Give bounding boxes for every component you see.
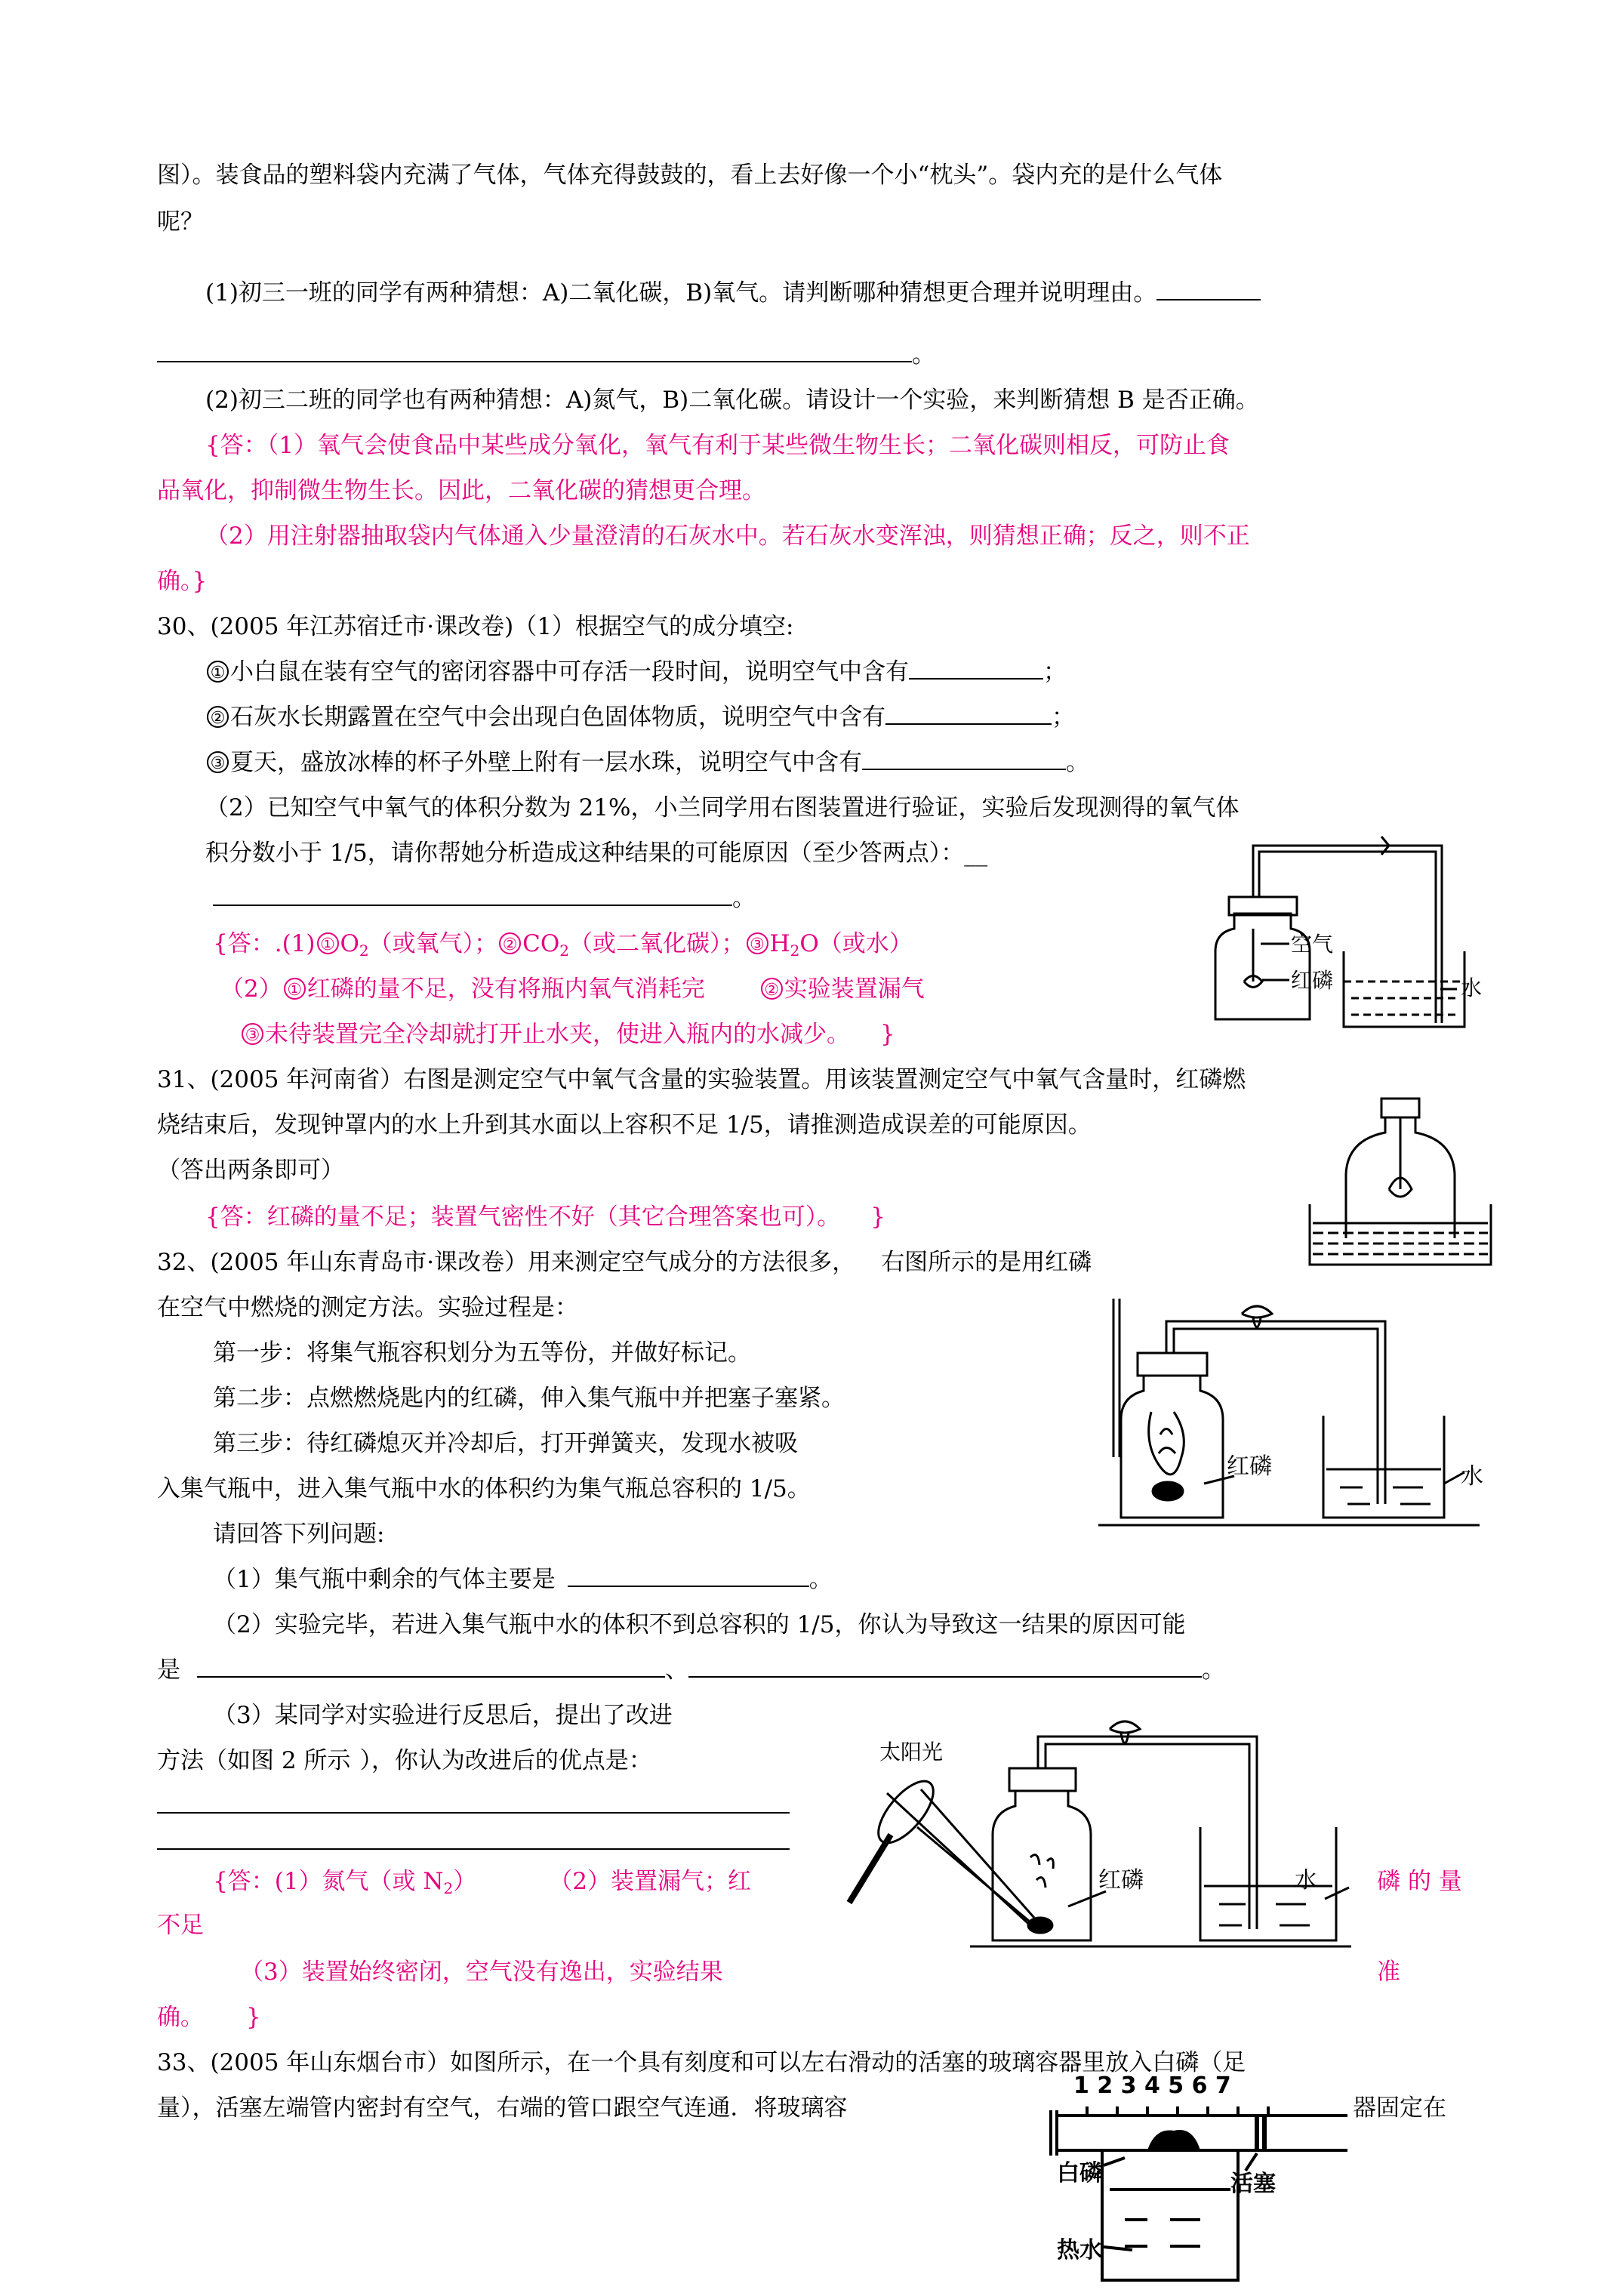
tube-scale: 1 2 3 4 5 6 7 [1073,2073,1231,2099]
answer-text: （2）装置漏气；红 [549,1868,751,1895]
q30-item-2 [205,701,1075,734]
answer-blank [213,882,732,906]
q32-question-1 [213,1563,833,1596]
circled-number: ② [761,978,783,1000]
answer-text: （或二氧化碳）； [569,930,745,957]
q32-ask: 请回答下列问题: [213,1521,385,1548]
q29-part1-cont [157,338,935,371]
label-water: 水 [1461,975,1483,1000]
punct: ； [1043,658,1067,686]
subscript: 2 [790,942,800,960]
q32-step: 第三步：待红磷熄灭并冷却后，打开弹簧夹，发现水被吸 [213,1430,798,1457]
answer-blank [568,1563,809,1587]
brace: } [880,1021,895,1048]
answer-blank [885,701,1052,725]
intro-line: 呢？ [157,208,204,236]
label-water: 水 [1461,1463,1483,1490]
punct: 。 [732,885,756,912]
q29-part2: (2)初三二班的同学也有两种猜想：A)氮气，B)二氧化碳。请设计一个实验，来判断猜想 B 是否正确。 [205,387,1259,414]
answer-text: {答：红磷的量不足；装置气密性不好（其它合理答案也可）。 [205,1203,841,1231]
q30-answer-line [220,972,925,1006]
answer-text: 确。 [157,2004,204,2031]
label-hot-water: 热水 [1057,2237,1102,2264]
label-air: 空气 [1291,932,1334,957]
q29-part1-text: (1)初三一班的同学有两种猜想：A)二氧化碳，B)氧气。请判断哪种猜想更合理并说明理由。 [205,279,1157,307]
item-text: 石灰水长期露置在空气中会出现白色固体物质，说明空气中含有 [230,704,885,731]
circled-number: ③ [242,1023,263,1045]
answer-text: {答：.(1) [213,930,316,957]
q30-item-1 [205,655,1067,689]
q32-step: 第二步：点燃燃烧匙内的红磷，伸入集气瓶中并把塞子塞紧。 [213,1385,845,1412]
circled-number: ① [207,661,229,683]
answer-text: （2） [220,975,282,1003]
answer-text: O（或水） [799,930,913,957]
punct: 、 [665,1657,688,1684]
answer-text: 未待装置完全冷却就打开止水夹，使进入瓶内的水减少。 [265,1021,850,1048]
intro-line: 图）。装食品的塑料袋内充满了气体，气体充得鼓鼓的，看上去好像一个小“枕头”。袋内充的是什么气体 [157,162,1223,189]
q33-line: 量），活塞左端管内密封有空气，右端的管口跟空气连通．将玻璃容 [157,2094,848,2122]
q32-answer-line [157,2001,261,2034]
circled-number: ② [207,706,229,728]
q32-answer-right: 准 [1377,1959,1400,1986]
q30-part2-blank [213,882,756,915]
punct: ； [1052,704,1075,731]
q32-answer-line [213,1865,751,1898]
answer-blank [688,1653,1202,1678]
question-text: 是 [157,1657,180,1684]
question-text: ），你认为改进后的优点是： [359,1747,652,1774]
q29-answer-line: 品氧化，抑制微生物生长。因此，二氧化碳的猜想更合理。 [157,477,765,504]
label-red-phosphorus: 红磷 [1098,1867,1144,1894]
answer-text: 实验装置漏气 [784,975,925,1003]
q30-title: 30、(2005 年江苏宿迁市·课改卷)（1）根据空气的成分填空: [157,613,794,640]
item-text: 夏天，盛放冰棒的杯子外壁上附有一层水珠，说明空气中含有 [230,749,862,776]
answer-blank [157,1826,790,1850]
q31-answer [205,1200,885,1234]
punct: 。 [808,1566,833,1593]
q32-blank-line [157,1826,790,1859]
q32-question-2-blanks [157,1653,1225,1687]
q31-line: 烧结束后，发现钟罩内的水上升到其水面以上容积不足 1/5，请推测造成误差的可能原因。 [157,1111,1092,1139]
subscript: 2 [359,942,369,960]
subscript: 2 [443,1879,454,1897]
q32-text: 右图所示的是用红磷 [881,1249,1092,1276]
q32-text: 32、(2005 年山东青岛市·课改卷）用来测定空气成分的方法很多， [157,1249,856,1276]
q30-answer-line [240,1018,895,1051]
subscript: 2 [559,942,570,960]
label-red-phosphorus: 红磷 [1227,1453,1272,1480]
q31-line: （答出两条即可） [157,1157,344,1184]
answer-blank [1156,276,1261,300]
q29-answer-line: （2）用注射器抽取袋内气体通入少量澄清的石灰水中。若石灰水变浑浊，则猜想正确；反之，则不正 [205,522,1250,550]
formula: H [769,930,790,957]
answer-blank [909,655,1043,680]
q31-bell-jar-figure [1302,1083,1498,1280]
q32-step: 入集气瓶中，进入集气瓶中水的体积约为集气瓶总容积的 1/5。 [157,1475,811,1502]
q30-apparatus-figure [1200,831,1487,1042]
punct: 。 [912,341,935,368]
q32-blank-line [157,1789,790,1823]
q30-item-3 [205,746,1089,779]
q30-part2-line: 积分数小于 1/5，请你帮她分析造成这种结果的可能原因（至少答两点）：__ [205,840,988,867]
answer-text: 红磷的量不足，没有将瓶内氧气消耗完 [306,975,705,1003]
q33-apparatus-figure [1042,2069,1359,2288]
label-piston: 活塞 [1230,2171,1276,2197]
label-water: 水 [1295,1867,1317,1894]
q32-answer-right: 磷 的 量 [1377,1868,1462,1895]
question-text: （1）集气瓶中剩余的气体主要是 [213,1566,556,1593]
q30-part2-line: （2）已知空气中氧气的体积分数为 21%，小兰同学用右图装置进行验证，实验后发现测得的氧气体 [205,794,1240,821]
q32-question-3: （3）某同学对实验进行反思后，提出了改进 [213,1702,673,1729]
circled-number: ③ [207,751,229,773]
answer-blank [157,338,912,362]
answer-text: ） [453,1868,477,1895]
q32-line [157,1246,1092,1279]
punct: 。 [1066,749,1089,776]
answer-blank [197,1653,665,1678]
circled-number: ① [284,978,306,1000]
q33-line: 33、(2005 年山东烟台市）如图所示，在一个具有刻度和可以左右滑动的活塞的玻璃容器里放入白磷（足 [157,2049,1246,2076]
q31-line: 31、(2005 年河南省）右图是测定空气中氧气含量的实验装置。用该装置测定空气中氧气含量时，红磷燃 [157,1066,1246,1093]
label-red-phosphorus: 红磷 [1291,968,1334,993]
q29-part1 [205,276,1261,310]
label-sunlight: 太阳光 [879,1740,944,1764]
q33-line-right: 器固定在 [1353,2094,1446,2122]
brace: } [870,1203,885,1231]
q30-answer-line [213,927,913,960]
q32-apparatus-figure-2 [842,1706,1355,1955]
punct: 。 [1202,1657,1225,1684]
q32-question-3-cont [157,1744,652,1777]
q32-apparatus-figure-1 [1091,1291,1483,1533]
circled-number: ③ [747,932,768,954]
q32-step: 第一步：将集气瓶容积划分为五等份，并做好标记。 [213,1339,751,1367]
q32-question-2: （2）实验完毕，若进入集气瓶中水的体积不到总容积的 1/5，你认为导致这一结果的原因可能 [213,1611,1186,1638]
item-text: 小白鼠在装有空气的密闭容器中可存活一段时间，说明空气中含有 [230,658,909,686]
question-text: 方法（如图 2 所示 [157,1747,351,1774]
formula: CO [522,930,560,957]
answer-text: （或氧气）； [368,930,498,957]
q32-answer-line: （3）装置始终密闭，空气没有逸出，实验结果 [240,1959,723,1986]
q29-answer-line: 确。} [157,568,208,595]
label-white-phosphorus: 白磷 [1057,2160,1102,2187]
formula: O [340,930,359,957]
circled-number: ② [499,932,521,954]
q29-answer-line: {答：（1）氧气会使食品中某些成分氧化，氧气有利于某些微生物生长；二氧化碳则相反，可防止食 [205,432,1230,459]
brace: } [246,2004,261,2031]
answer-blank [862,746,1066,770]
answer-blank [157,1789,790,1814]
answer-text: {答：(1）氮气（或 N [213,1868,444,1895]
circled-number: ① [317,932,339,954]
q32-line: 在空气中燃烧的测定方法。实验过程是： [157,1294,578,1321]
q32-answer-line: 不足 [157,1912,204,1939]
